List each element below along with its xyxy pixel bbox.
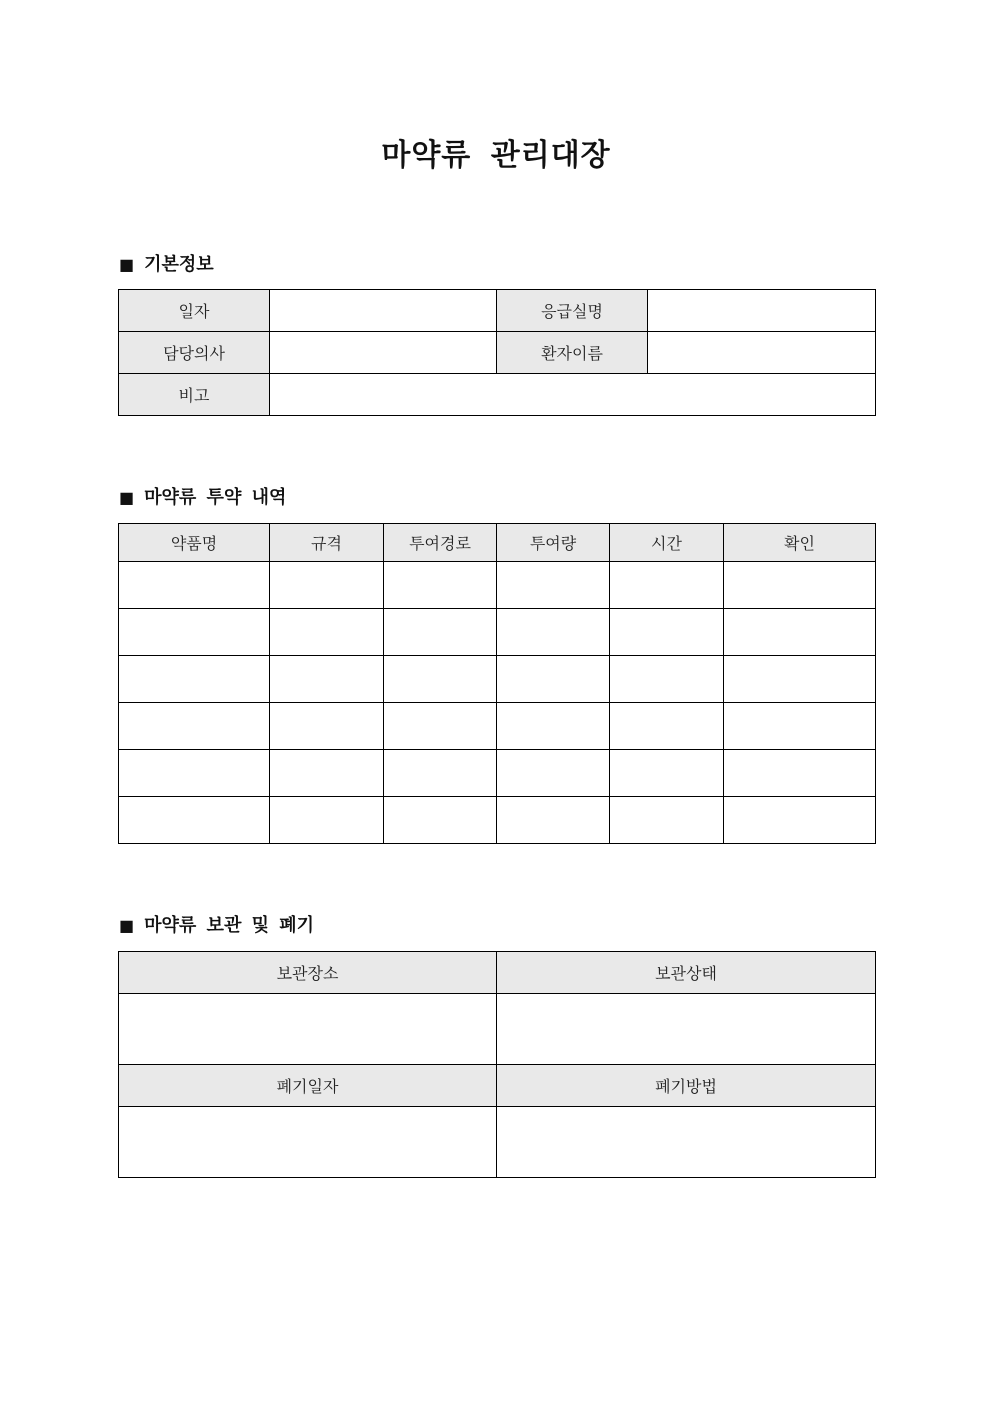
section-heading-basic: [119, 251, 214, 279]
label-disposal-date: 폐기일자: [119, 1065, 497, 1107]
field-disposal-date[interactable]: [119, 1107, 497, 1178]
cell-dose[interactable]: [497, 609, 610, 656]
cell-time[interactable]: [610, 656, 724, 703]
field-doctor[interactable]: [270, 332, 497, 374]
cell-time[interactable]: [610, 750, 724, 797]
column-header-spec: 규격: [270, 524, 384, 562]
cell-route[interactable]: [384, 609, 497, 656]
cell-dose[interactable]: [497, 703, 610, 750]
cell-confirm[interactable]: [724, 656, 876, 703]
dosage-table: [118, 523, 876, 844]
section-heading-storage: [119, 912, 314, 940]
field-emergency-room[interactable]: [648, 290, 876, 332]
cell-time[interactable]: [610, 609, 724, 656]
cell-route[interactable]: [384, 656, 497, 703]
cell-confirm[interactable]: [724, 562, 876, 609]
label-emergency-room: 응급실명: [497, 290, 648, 332]
cell-route[interactable]: [384, 797, 497, 844]
cell-spec[interactable]: [270, 703, 384, 750]
table-row: [119, 656, 876, 703]
cell-confirm[interactable]: [724, 609, 876, 656]
label-disposal-method: 폐기방법: [497, 1065, 876, 1107]
cell-drug-name[interactable]: [119, 562, 270, 609]
field-disposal-method[interactable]: [497, 1107, 876, 1178]
cell-dose[interactable]: [497, 562, 610, 609]
label-patient-name: 환자이름: [497, 332, 648, 374]
field-date[interactable]: [270, 290, 497, 332]
cell-confirm[interactable]: [724, 797, 876, 844]
cell-route[interactable]: [384, 703, 497, 750]
field-patient-name[interactable]: [648, 332, 876, 374]
field-storage-location[interactable]: [119, 994, 497, 1065]
cell-route[interactable]: [384, 562, 497, 609]
column-header-drug-name: 약품명: [119, 524, 270, 562]
cell-drug-name[interactable]: [119, 750, 270, 797]
cell-spec[interactable]: [270, 562, 384, 609]
cell-time[interactable]: [610, 797, 724, 844]
column-header-route: 투여경로: [384, 524, 497, 562]
table-row: [119, 797, 876, 844]
cell-drug-name[interactable]: [119, 609, 270, 656]
cell-route[interactable]: [384, 750, 497, 797]
section-title: 마약류 보관 및 폐기: [144, 915, 315, 936]
column-header-dose: 투여량: [497, 524, 610, 562]
cell-confirm[interactable]: [724, 750, 876, 797]
square-bullet-icon: ■: [119, 255, 135, 274]
label-doctor: 담당의사: [119, 332, 270, 374]
cell-dose[interactable]: [497, 750, 610, 797]
table-row: [119, 562, 876, 609]
label-remarks: 비고: [119, 374, 270, 416]
section-title: 기본정보: [144, 254, 214, 275]
table-row: [119, 703, 876, 750]
section-title: 마약류 투약 내역: [144, 487, 287, 508]
cell-drug-name[interactable]: [119, 703, 270, 750]
label-storage-condition: 보관상태: [497, 952, 876, 994]
square-bullet-icon: ■: [119, 916, 135, 935]
cell-spec[interactable]: [270, 750, 384, 797]
storage-disposal-table: [118, 951, 876, 1178]
document-title: 마약류 관리대장: [381, 138, 611, 173]
cell-spec[interactable]: [270, 656, 384, 703]
label-date: 일자: [119, 290, 270, 332]
table-row: [119, 750, 876, 797]
square-bullet-icon: ■: [119, 488, 135, 507]
field-remarks[interactable]: [270, 374, 876, 416]
cell-time[interactable]: [610, 562, 724, 609]
cell-dose[interactable]: [497, 797, 610, 844]
cell-spec[interactable]: [270, 797, 384, 844]
cell-drug-name[interactable]: [119, 797, 270, 844]
cell-spec[interactable]: [270, 609, 384, 656]
field-storage-condition[interactable]: [497, 994, 876, 1065]
basic-info-table: [118, 289, 876, 416]
cell-dose[interactable]: [497, 656, 610, 703]
column-header-confirm: 확인: [724, 524, 876, 562]
table-row: [119, 609, 876, 656]
cell-time[interactable]: [610, 703, 724, 750]
cell-confirm[interactable]: [724, 703, 876, 750]
section-heading-dosage: [119, 484, 286, 512]
cell-drug-name[interactable]: [119, 656, 270, 703]
column-header-time: 시간: [610, 524, 724, 562]
label-storage-location: 보관장소: [119, 952, 497, 994]
